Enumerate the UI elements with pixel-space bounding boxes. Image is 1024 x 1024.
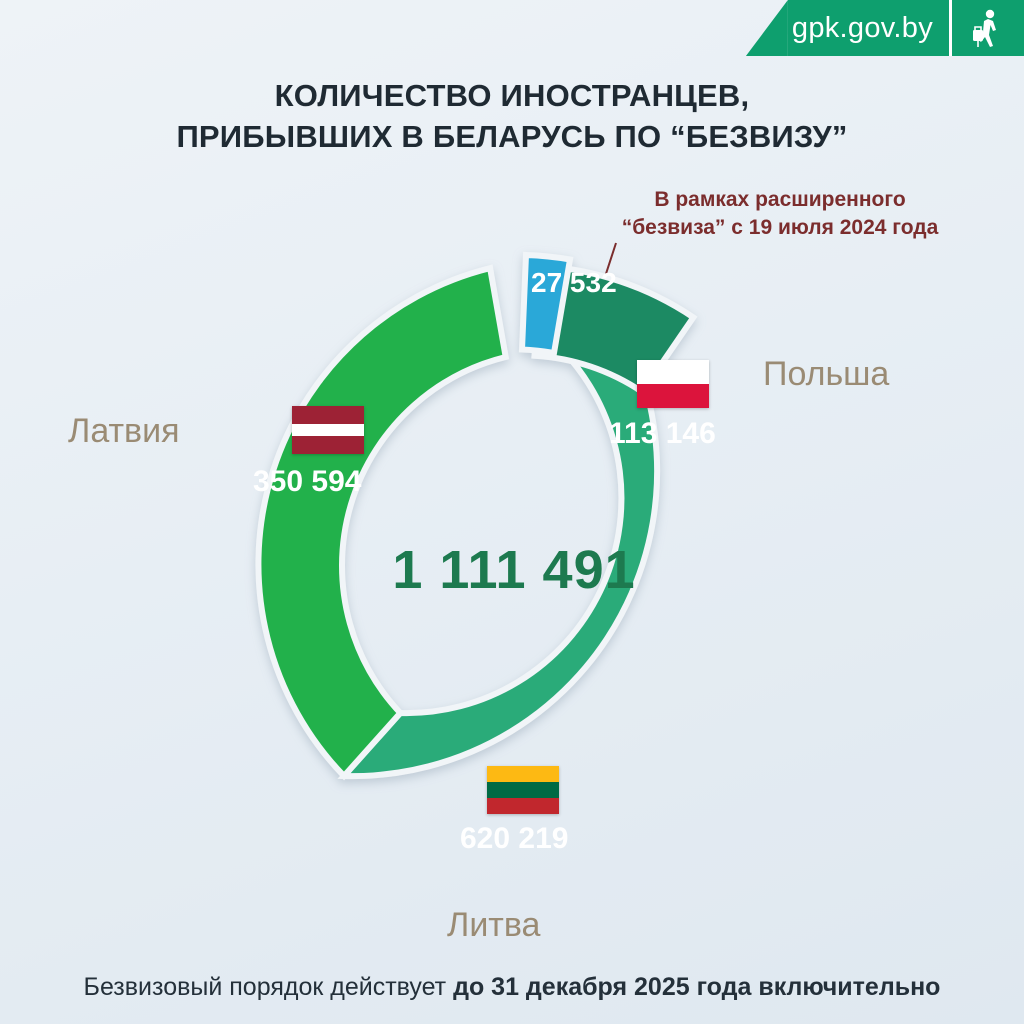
footer-note-normal: Безвизовый порядок действует <box>83 973 454 1001</box>
slice-value-lithuania: 620 219 <box>460 822 569 855</box>
site-url-label[interactable]: gpk.gov.by <box>788 0 949 56</box>
slice-value-poland: 113 146 <box>609 417 716 450</box>
flag-lithuania-icon <box>487 766 559 814</box>
annotation-line-1: В рамках расширенного <box>654 188 906 211</box>
country-label-lithuania: Литва <box>447 906 541 944</box>
flag-poland-icon <box>637 360 709 408</box>
annotation-line-2: “безвиза” с 19 июля 2024 года <box>621 215 939 239</box>
page-title-line-1: КОЛИЧЕСТВО ИНОСТРАНЦЕВ, <box>274 78 750 113</box>
center-total-value: 1 111 491 <box>392 540 636 600</box>
header-bar <box>746 0 1024 56</box>
tourist-walking-icon <box>952 0 1024 56</box>
footer-note <box>0 973 1024 1002</box>
slice-value-extended-visa-free: 27 532 <box>531 267 617 298</box>
footer-note-bold: до 31 декабря 2025 года включительно <box>453 973 941 1001</box>
slice-value-latvia: 350 594 <box>253 465 362 498</box>
page-title <box>0 76 1024 158</box>
page-title-line-2: ПРИБЫВШИХ В БЕЛАРУСЬ ПО “БЕЗВИЗУ” <box>176 118 848 154</box>
flag-latvia-icon <box>292 406 364 454</box>
country-label-latvia: Латвия <box>68 412 180 450</box>
header-angled-edge <box>746 0 788 56</box>
annotation-extended-visa-free <box>560 186 1000 241</box>
slice-latvia[interactable] <box>258 268 505 776</box>
country-label-poland: Польша <box>763 355 890 393</box>
